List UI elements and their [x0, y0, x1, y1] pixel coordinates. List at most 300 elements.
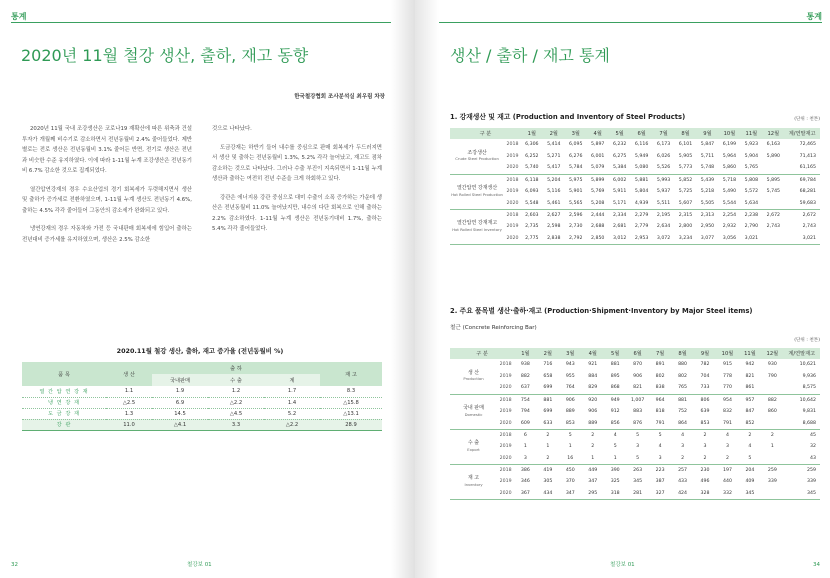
- table-cell: 704: [700, 374, 710, 380]
- table-cell: 637: [514, 382, 536, 394]
- total-cell: 10,642: [799, 397, 816, 403]
- paragraph: 도금강재는 하반기 들어 내수를 중심으로 판매 회복세가 두드러지면서 생산 및 출하는 전년동월비 1.3%, 5.2% 각각 늘어났고, 재고도 점차 감소하는 것으로 나타났다. 그러나 수출 부진이 지속되면서 1-11월 누계 생산과 출하는 여전히 전년 수준을 크게 하회하고 있다.: [212, 144, 382, 182]
- table-row: [450, 394, 820, 406]
- table-cell: 5,526: [653, 162, 675, 174]
- table-cell: 5,773: [675, 162, 697, 174]
- table-cell: 2,634: [656, 224, 671, 230]
- table-cell: 5,572: [744, 189, 759, 195]
- table-cell: 345: [739, 488, 761, 500]
- table-cell: 5,511: [653, 197, 675, 209]
- table-cell: 2: [703, 432, 707, 438]
- table-cell: 4: [613, 432, 617, 438]
- header-domestic: 국내판매: [152, 374, 208, 386]
- table-cell: 861: [739, 382, 761, 394]
- table-cell: 5,384: [609, 162, 631, 174]
- header-month: 9월: [696, 128, 718, 139]
- header-month: 6월: [631, 128, 653, 139]
- table-cell: 860: [767, 409, 777, 415]
- table-cell: 5,116: [547, 189, 561, 195]
- year-cell: 2020: [497, 488, 514, 500]
- table1-unit: (단위 : 천톤): [794, 117, 820, 122]
- year-cell: 2018: [506, 177, 519, 183]
- table-cell: 884: [588, 374, 598, 380]
- table-cell: 821: [626, 382, 648, 394]
- total-cell: 2,743: [802, 224, 816, 230]
- table-cell: 2,730: [569, 224, 583, 230]
- category-en: Hot Rolled Steel Inventory: [452, 226, 502, 232]
- table-cell: 2: [716, 453, 738, 465]
- total-cell: 339: [807, 479, 816, 485]
- table-cell: 197: [722, 467, 732, 473]
- table-cell: [761, 453, 783, 465]
- table-cell: 2: [694, 453, 716, 465]
- table-cell: 1.1: [106, 386, 152, 397]
- paragraph: 강관은 에너지용 강관 중심으로 대미 수출이 소폭 증가하는 가운데 생산은 전년동월비 11.0% 늘어났지만, 내수의 다단 회복으로 인해 출하는 2.2% 감소하였다. 1-11월 누계 생산은 전년동기대비 1.7%, 출하는 5.4% 각각 줄어들었다.: [212, 194, 382, 232]
- table-cell: 957: [745, 397, 755, 403]
- table-cell: 889: [565, 409, 575, 415]
- category-label: [450, 394, 497, 429]
- header-month: 10월: [716, 348, 738, 359]
- header-month: 11월: [739, 348, 761, 359]
- section-label: 통계: [11, 12, 27, 21]
- table2: [450, 348, 820, 500]
- table-cell: 6.9: [152, 397, 208, 408]
- table-cell: 8.3: [320, 386, 382, 397]
- table-cell: 2,800: [678, 224, 693, 230]
- table-cell: 1: [546, 444, 550, 450]
- table1: [450, 128, 820, 245]
- table-cell: 853: [559, 417, 581, 429]
- total-cell: 68,281: [799, 189, 816, 195]
- table-cell: 4: [681, 432, 685, 438]
- table-cell: △13.1: [320, 408, 382, 419]
- table-cell: 5,171: [609, 197, 631, 209]
- table-row: [450, 221, 820, 233]
- paragraph: 열간압연강재의 경우 수요산업의 경기 회복세가 두렷해지면서 생산 및 출하가 증가세로 전환하였으며, 1-11월 누계 생산도 전년동기 4.6%, 출하는 4.5% 각각 줄어들어 그동안의 감소세가 완화되고 있다.: [22, 186, 192, 214]
- table-cell: 2,315: [678, 212, 693, 218]
- total-cell: 10,621: [799, 362, 816, 368]
- table-cell: 281: [626, 488, 648, 500]
- table-cell: 6,199: [722, 142, 737, 148]
- table-cell: 733: [694, 382, 716, 394]
- table-cell: 386: [520, 467, 530, 473]
- table-cell: 639: [700, 409, 710, 415]
- table-cell: 6,275: [612, 154, 627, 160]
- table-cell: [761, 488, 783, 500]
- table-cell: 347: [559, 488, 581, 500]
- table-cell: 5,079: [587, 162, 609, 174]
- table-cell: 770: [716, 382, 738, 394]
- table-cell: 5,911: [612, 189, 627, 195]
- table-cell: 2,950: [700, 224, 715, 230]
- table-cell: 791: [649, 417, 671, 429]
- table-cell: 11.0: [106, 419, 152, 430]
- text-column-2: [212, 124, 382, 243]
- header-month: 3월: [565, 128, 587, 139]
- category-en: Hot Rolled Steel Production: [451, 191, 503, 197]
- table-row: [450, 476, 820, 488]
- table-cell: 370: [565, 479, 575, 485]
- table-row: [450, 453, 820, 465]
- table2-unit: (단위 : 천톤): [794, 338, 820, 343]
- table-cell: 2: [748, 432, 752, 438]
- table-cell: 5,804: [634, 189, 649, 195]
- table-cell: 895: [610, 374, 620, 380]
- table-cell: 5: [568, 432, 572, 438]
- table-row: [450, 464, 820, 476]
- table-cell: 2,681: [612, 224, 627, 230]
- table-cell: 754: [520, 397, 530, 403]
- table-row: [22, 408, 382, 419]
- year-cell: 2019: [499, 374, 512, 380]
- table-cell: 5,218: [700, 189, 715, 195]
- table-cell: 2,596: [569, 212, 583, 218]
- table-cell: 5,080: [631, 162, 653, 174]
- table-cell: 2,444: [590, 212, 605, 218]
- table-cell: 419: [543, 467, 553, 473]
- table-cell: 5,923: [744, 142, 759, 148]
- year-cell: 2020: [497, 382, 514, 394]
- table-cell: 802: [678, 374, 688, 380]
- category-ko: 열간압연 강재생산: [456, 185, 498, 192]
- table-row: [450, 139, 820, 151]
- table-cell: 5,748: [696, 162, 718, 174]
- table-cell: 6: [523, 432, 527, 438]
- year-cell: 2020: [504, 233, 521, 245]
- total-cell: 9,831: [802, 409, 816, 415]
- table-cell: [761, 417, 783, 429]
- table-cell: 2: [591, 432, 595, 438]
- table-row: [450, 429, 820, 441]
- table-cell: 259: [767, 467, 777, 473]
- table-cell: 882: [767, 397, 777, 403]
- table-cell: 752: [678, 409, 688, 415]
- table-cell: 938: [520, 362, 530, 368]
- table-row: [450, 209, 820, 221]
- table-cell: △2.2: [264, 419, 320, 430]
- table-cell: [762, 233, 784, 245]
- table-cell: 5,414: [547, 142, 561, 148]
- table-cell: 2,313: [700, 212, 715, 218]
- year-cell: 2020: [504, 197, 521, 209]
- table-cell: 5,461: [543, 197, 565, 209]
- table-cell: 921: [588, 362, 598, 368]
- header-month: 5월: [604, 348, 626, 359]
- table-cell: 295: [582, 488, 604, 500]
- header-month: 4월: [587, 128, 609, 139]
- table-cell: 2: [537, 453, 559, 465]
- table-cell: 881: [543, 397, 553, 403]
- row-label: 냉 연 강 재: [22, 397, 106, 408]
- table-cell: 5,901: [569, 189, 583, 195]
- table-cell: 3,012: [609, 233, 631, 245]
- section-label: 통계: [806, 12, 822, 21]
- header-division: 구 분: [450, 348, 514, 359]
- table-cell: 6,306: [525, 142, 539, 148]
- table-cell: 5,204: [547, 177, 561, 183]
- table2-title: 2. 주요 품목별 생산·출하·재고 (Production·Shipment·Inventory by Major Steel items): [450, 307, 753, 315]
- year-cell: 2018: [506, 142, 519, 148]
- table-cell: 3: [703, 444, 707, 450]
- header-month: 10월: [718, 128, 740, 139]
- table-cell: 5,897: [590, 142, 605, 148]
- total-cell: 259: [807, 467, 816, 473]
- summary-table-title: 2020.11월 철강 생산, 출하, 재고 증가율 (전년동월비 %): [116, 347, 284, 355]
- table-cell: 5,634: [740, 197, 762, 209]
- table-cell: 327: [649, 488, 671, 500]
- category-ko: 국내 판매: [463, 405, 484, 412]
- table-cell: 847: [745, 409, 755, 415]
- table-cell: 658: [543, 374, 553, 380]
- table-cell: 1.7: [264, 386, 320, 397]
- table-cell: 3,072: [653, 233, 675, 245]
- table-cell: 390: [610, 467, 620, 473]
- table-cell: 5,890: [766, 154, 781, 160]
- table-cell: 5: [636, 432, 640, 438]
- table-cell: 1.2: [208, 386, 264, 397]
- row-label: 강 관: [22, 419, 106, 430]
- table-cell: 2,838: [543, 233, 565, 245]
- category-label: [450, 464, 497, 499]
- table-cell: 778: [722, 374, 732, 380]
- table-cell: 633: [537, 417, 559, 429]
- table-cell: 882: [520, 374, 530, 380]
- total-cell: 61,165: [784, 162, 820, 174]
- total-cell: 45: [810, 432, 816, 438]
- table-cell: 782: [700, 362, 710, 368]
- category-label: [450, 429, 497, 464]
- header-month: 8월: [675, 128, 697, 139]
- table-cell: 346: [520, 479, 530, 485]
- table-cell: 5,847: [700, 142, 715, 148]
- table-cell: 915: [722, 362, 732, 368]
- table-cell: 2,779: [634, 224, 649, 230]
- table-cell: 5: [613, 444, 617, 450]
- year-cell: 2019: [499, 479, 512, 485]
- table-cell: 889: [582, 417, 604, 429]
- table-cell: 14.5: [152, 408, 208, 419]
- table-cell: 4: [658, 444, 662, 450]
- table-cell: 3: [681, 444, 685, 450]
- table-cell: 794: [520, 409, 530, 415]
- table-cell: 5: [658, 432, 662, 438]
- category-en: Export: [467, 446, 480, 452]
- table-cell: 2: [671, 453, 693, 465]
- table-cell: [761, 382, 783, 394]
- header-sum: 계: [264, 374, 320, 386]
- category-en: Domestic: [464, 411, 483, 417]
- category-ko: 생 산: [467, 369, 480, 376]
- category-label: [450, 174, 504, 209]
- table-cell: 5,852: [678, 177, 693, 183]
- table-cell: 6,252: [525, 154, 539, 160]
- year-cell: 2019: [506, 189, 519, 195]
- table-cell: 5,565: [565, 197, 587, 209]
- table-cell: 699: [543, 409, 553, 415]
- header-production: 생 산: [106, 362, 152, 386]
- page-number: 34: [813, 562, 820, 568]
- header-month: 6월: [626, 348, 648, 359]
- table-cell: 2,850: [587, 233, 609, 245]
- table-cell: 263: [633, 467, 643, 473]
- table-cell: 5,937: [656, 189, 671, 195]
- text-column-1: [22, 124, 192, 253]
- total-cell: 69,784: [799, 177, 816, 183]
- header-month: 11월: [740, 128, 762, 139]
- table-cell: 955: [565, 374, 575, 380]
- table-cell: 5,725: [678, 189, 693, 195]
- table-row: [450, 406, 820, 418]
- table-cell: △4.1: [152, 419, 208, 430]
- table-cell: 449: [588, 467, 598, 473]
- table-cell: 450: [565, 467, 575, 473]
- table-cell: 802: [655, 374, 665, 380]
- table-cell: 2,195: [656, 212, 671, 218]
- table-cell: 716: [543, 362, 553, 368]
- table-cell: 1.4: [264, 397, 320, 408]
- category-ko: 조강생산: [467, 149, 487, 156]
- table-cell: 2,735: [525, 224, 539, 230]
- total-cell: 71,413: [799, 154, 816, 160]
- table-cell: 318: [604, 488, 626, 500]
- table-cell: 5,208: [587, 197, 609, 209]
- table-cell: 609: [514, 417, 536, 429]
- table-cell: 4,939: [631, 197, 653, 209]
- table-cell: 5,490: [722, 189, 737, 195]
- header-month: 8월: [671, 348, 693, 359]
- table-row: [450, 151, 820, 163]
- total-cell: 32: [810, 444, 816, 450]
- table-cell: 2,627: [547, 212, 561, 218]
- table-cell: 2,279: [634, 212, 649, 218]
- year-cell: 2020: [504, 162, 521, 174]
- table-cell: 870: [633, 362, 643, 368]
- header-division: 구 분: [450, 128, 521, 139]
- header-month: 2월: [537, 348, 559, 359]
- table-cell: 6,232: [612, 142, 627, 148]
- table-cell: 367: [514, 488, 536, 500]
- table-cell: 5,905: [678, 154, 693, 160]
- table-cell: [762, 162, 784, 174]
- total-cell: 59,683: [784, 197, 820, 209]
- table-cell: 883: [633, 409, 643, 415]
- table-cell: 2: [770, 432, 774, 438]
- table-cell: 3,234: [675, 233, 697, 245]
- article-title: 2020년 11월 철강 생산, 출하, 재고 동향: [21, 46, 309, 65]
- table-cell: 6,001: [590, 154, 605, 160]
- table-cell: 2,775: [521, 233, 543, 245]
- table-row: [22, 419, 382, 430]
- table-cell: 2,743: [766, 224, 781, 230]
- table-cell: 5,964: [722, 154, 737, 160]
- table-cell: 818: [655, 409, 665, 415]
- table-cell: 3: [725, 444, 729, 450]
- year-cell: 2020: [497, 417, 514, 429]
- row-label: 열 간 압 연 강 재: [22, 386, 106, 397]
- summary-table: [22, 362, 382, 431]
- page-gutter-shadow: [391, 0, 415, 578]
- table-cell: 347: [588, 479, 598, 485]
- table-cell: 5,904: [744, 154, 759, 160]
- header-month: 1월: [514, 348, 536, 359]
- header-total: 계/연말재고: [784, 348, 820, 359]
- table-cell: 2,792: [565, 233, 587, 245]
- table-cell: 328: [694, 488, 716, 500]
- header-rule: [439, 22, 822, 23]
- header-row: [450, 128, 820, 139]
- table-row: [450, 417, 820, 429]
- table-cell: 6,093: [525, 189, 539, 195]
- table-cell: 881: [678, 397, 688, 403]
- year-cell: 2019: [506, 154, 519, 160]
- table-cell: 1,007: [630, 397, 645, 403]
- table-cell: 424: [671, 488, 693, 500]
- year-cell: 2020: [497, 453, 514, 465]
- table-cell: 345: [633, 479, 643, 485]
- table-row: [450, 174, 820, 186]
- category-ko: 재 고: [467, 475, 480, 482]
- category-ko: 열간압연 강재재고: [456, 220, 498, 227]
- table-cell: 853: [694, 417, 716, 429]
- table-cell: 5,718: [722, 177, 737, 183]
- table-cell: 3: [649, 453, 671, 465]
- table-cell: 1: [604, 453, 626, 465]
- table-cell: 942: [745, 362, 755, 368]
- table-cell: 5,769: [590, 189, 605, 195]
- table-cell: [762, 197, 784, 209]
- table-cell: 5,745: [766, 189, 781, 195]
- table-cell: 2,603: [525, 212, 539, 218]
- table-cell: 954: [722, 397, 732, 403]
- table-cell: 5,881: [634, 177, 649, 183]
- table-cell: 434: [537, 488, 559, 500]
- table-cell: 28.9: [320, 419, 382, 430]
- table-cell: 6,026: [656, 154, 671, 160]
- table-cell: 387: [655, 479, 665, 485]
- table-cell: 2: [546, 432, 550, 438]
- table-cell: 6,101: [678, 142, 693, 148]
- table-cell: 5,860: [718, 162, 740, 174]
- table-cell: 2,790: [744, 224, 759, 230]
- table-cell: 4: [748, 444, 752, 450]
- header-month: 3월: [559, 348, 581, 359]
- total-cell: 8,688: [784, 417, 820, 429]
- header-shipment: 출 하: [152, 362, 320, 374]
- table-cell: 305: [543, 479, 553, 485]
- header-inventory: 재 고: [320, 362, 382, 386]
- header-rule: [11, 22, 391, 23]
- table-cell: 5,439: [700, 177, 715, 183]
- header-export: 수 출: [208, 374, 264, 386]
- table-cell: 433: [678, 479, 688, 485]
- total-cell: 43: [784, 453, 820, 465]
- table-cell: 5,505: [696, 197, 718, 209]
- table-cell: 3: [514, 453, 536, 465]
- year-cell: 2018: [506, 212, 519, 218]
- table-cell: 5: [739, 453, 761, 465]
- table-cell: 864: [671, 417, 693, 429]
- table-cell: 868: [604, 382, 626, 394]
- table-row: [450, 371, 820, 383]
- table-cell: 6,095: [569, 142, 583, 148]
- table-cell: 2,688: [590, 224, 605, 230]
- total-cell: 72,465: [799, 142, 816, 148]
- table-cell: 5,784: [565, 162, 587, 174]
- table-cell: 3,021: [740, 233, 762, 245]
- table-cell: 791: [716, 417, 738, 429]
- table-cell: 325: [610, 479, 620, 485]
- header-month: 9월: [694, 348, 716, 359]
